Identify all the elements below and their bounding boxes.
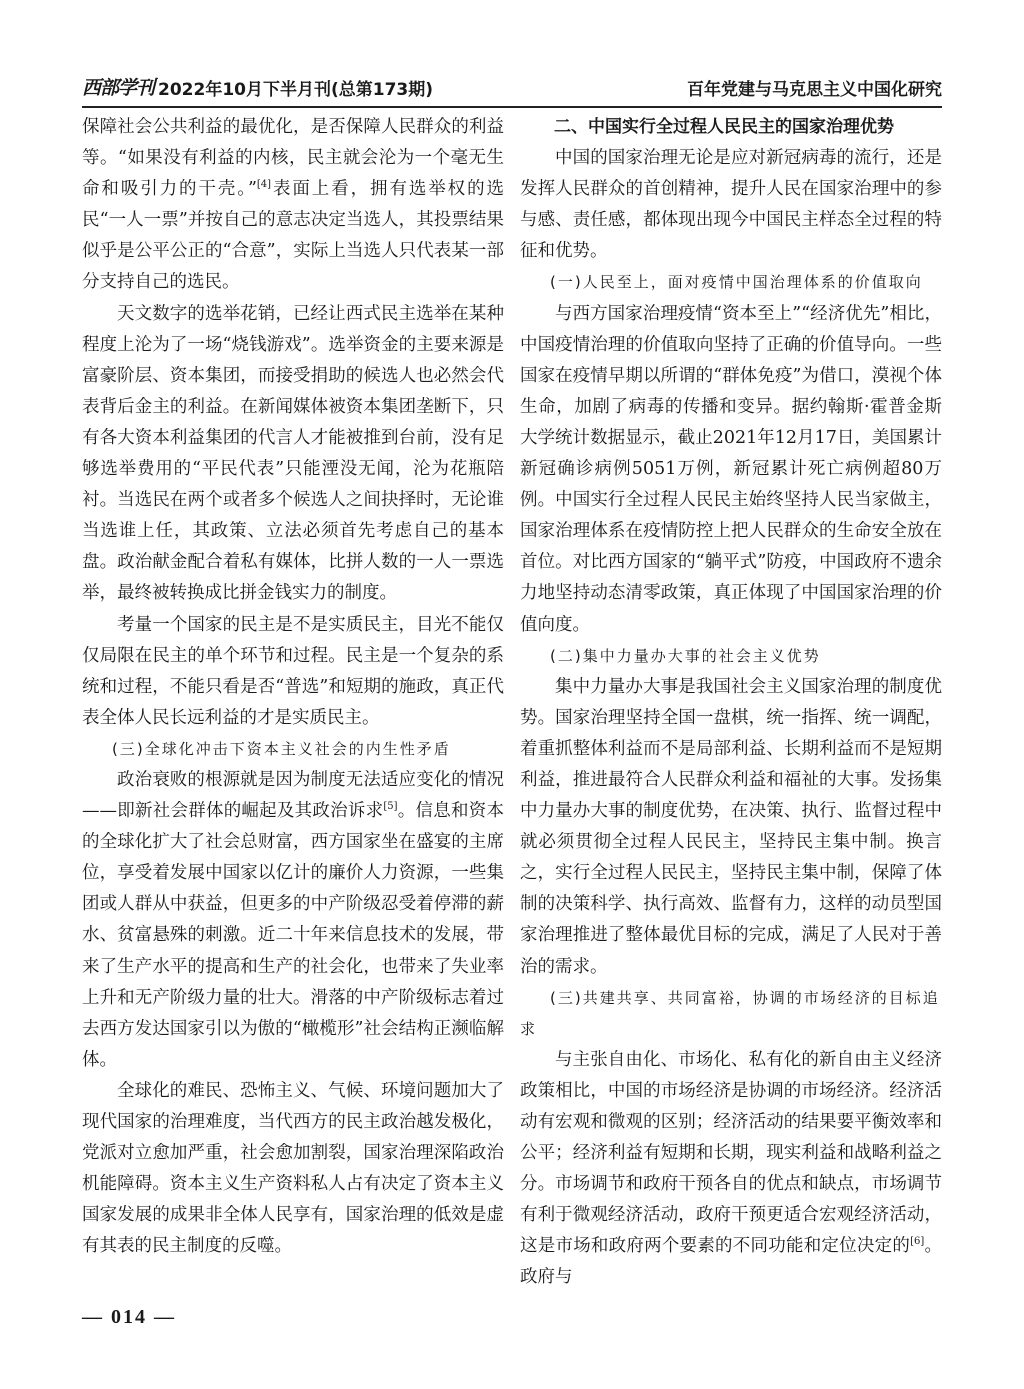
citation-ref: [4] (256, 179, 272, 191)
paragraph: 考量一个国家的民主是不是实质民主，目光不能仅仅局限在民主的单个环节和过程。民主是一个复杂的系统和过程，不能只看是否“普选”和短期的施政，真正代表全体人民长远利益的才是实质民主。 (82, 614, 504, 728)
paragraph (520, 1045, 942, 1294)
journal-logo: 西部学刊 (82, 77, 155, 99)
paragraph: 全球化的难民、恐怖主义、气候、环境问题加大了现代国家的治理难度，当代西方的民主政治越发极化，党派对立愈加严重，社会愈加割裂，国家治理深陷政治机能障碍。资本主义生产资料私人占有决定了资本主义国家发展的成果非全体人民享有，国家治理的低效是虚有其表的民主制度的反噬。 (82, 1080, 504, 1257)
citation-ref: [6] (910, 1236, 925, 1248)
issue-info: 2022年10月下半月刊(总第173期) (158, 80, 434, 100)
paragraph: 与西方国家治理疫情“资本至上”“经济优先”相比，中国疫情治理的价值取向坚持了正确的价值导向。一些国家在疫情早期以所谓的“群体免疫”为借口，漠视个体生命，加剧了病毒的传播和变异。据约翰斯·霍普金斯大学统计数据显示，截止2021年12月17日，美国累计新冠确诊病例5051万例，新冠累计死亡病例超80万例。中国实行全过程人民民主始终坚持人民当家做主，国家治理体系在疫情防控上把人民群众的生命安全放在首位。对比西方国家的“躺平式”防疫，中国政府不遗余力地坚持动态清零政策，真正体现了中国国家治理的价值向度。 (520, 303, 942, 635)
paragraph-text: 。政府与 (520, 1236, 943, 1288)
running-header (82, 66, 942, 108)
subsection-heading: (二)集中力量办大事的社会主义优势 (550, 646, 821, 665)
paragraph-text: 表面上看，拥有选举权的选民“一人一票”并按自己的意志决定当选人，其投票结果似乎是公平公正的“合意”，实际上当选人只代表某一部分支持自己的选民。 (82, 179, 505, 293)
citation-ref: [5] (383, 801, 398, 813)
subsection-heading: (三)全球化冲击下资本主义社会的内生性矛盾 (112, 739, 451, 758)
subsection-heading: (三)共建共享、共同富裕，协调的市场经济的目标追求 (520, 988, 940, 1038)
header-left (82, 73, 433, 100)
section-heading: 二、中国实行全过程人民民主的国家治理优势 (554, 117, 894, 137)
left-column (82, 112, 504, 1262)
paragraph: 集中力量办大事是我国社会主义国家治理的制度优势。国家治理坚持全国一盘棋，统一指挥、统一调配，着重抓整体利益而不是局部利益、长期利益而不是短期利益，推进最符合人民群众利益和福祉的大事。发扬集中力量办大事的制度优势，在决策、执行、监督过程中就必须贯彻全过程人民民主，坚持民主集中制。换言之，实行全过程人民民主，坚持民主集中制，保障了体制的决策科学、执行高效、监督有力，这样的动员型国家治理推进了整体最优目标的完成，满足了人民对于善治的需求。 (520, 676, 942, 977)
paragraph-text: 与主张自由化、市场化、私有化的新自由主义经济政策相比，中国的市场经济是协调的市场经济。经济活动有宏观和微观的区别；经济活动的结果要平衡效率和公平；经济利益有短期和长期，现实利益和战略利益之分。市场调节和政府干预各自的优点和缺点，市场调节有利于微观经济活动，政府干预更适合宏观经济活动，这是市场和政府两个要素的不同功能和定位决定的 (520, 1049, 942, 1257)
subsection-heading: (一)人民至上，面对疫情中国治理体系的价值取向 (550, 273, 923, 292)
page-number: — 014 — (82, 1306, 176, 1328)
paragraph-text: 保障社会公共利益的最优化，是否保障人民群众的利益等。“如果没有利益的内核，民主就会沦为一个毫无生命和吸引力的干壳。” (82, 117, 504, 200)
paragraph: 天文数字的选举花销，已经让西式民主选举在某种程度上沦为了一场“烧钱游戏”。选举资金的主要来源是富豪阶层、资本集团，而接受捐助的候选人也必然会代表背后金主的利益。在新闻媒体被资本集团垄断下，只有各大资本利益集团的代言人才能被推到台前，没有足够选举费用的“平民代表”只能湮没无闻，沦为花瓶陪衬。当选民在两个或者多个候选人之间抉择时，无论谁当选谁上任，其政策、立法必须首先考虑自己的基本盘。政治献金配合着私有媒体，比拼人数的一人一票选举，最终被转换成比拼金钱实力的制度。 (82, 303, 504, 604)
paragraph: 中国的国家治理无论是应对新冠病毒的流行，还是发挥人民群众的首创精神，提升人民在国家治理中的参与感、责任感，都体现出现今中国民主样态全过程的特征和优势。 (520, 148, 942, 262)
paragraph-text: 。信息和资本的全球化扩大了社会总财富，西方国家坐在盛宴的主席位，享受着发展中国家以亿计的廉价人力资源，一些集团或人群从中获益，但更多的中产阶级忍受着停滞的薪水、贫富悬殊的刺激。近二十年来信息技术的发展，带来了生产水平的提高和生产的社会化，也带来了失业率上升和无产阶级力量的壮大。滑落的中产阶级标志着过去西方发达国家引以为傲的“橄榄形”社会结构正濒临解体。 (82, 801, 504, 1070)
paragraph (82, 112, 504, 299)
paragraph (82, 765, 504, 1076)
paragraph-text: 政治衰败的根源就是因为制度无法适应变化的情况——即新社会群体的崛起及其政治诉求 (82, 769, 504, 822)
right-column (520, 112, 942, 1294)
section-title: 百年党建与马克思主义中国化研究 (687, 80, 942, 100)
